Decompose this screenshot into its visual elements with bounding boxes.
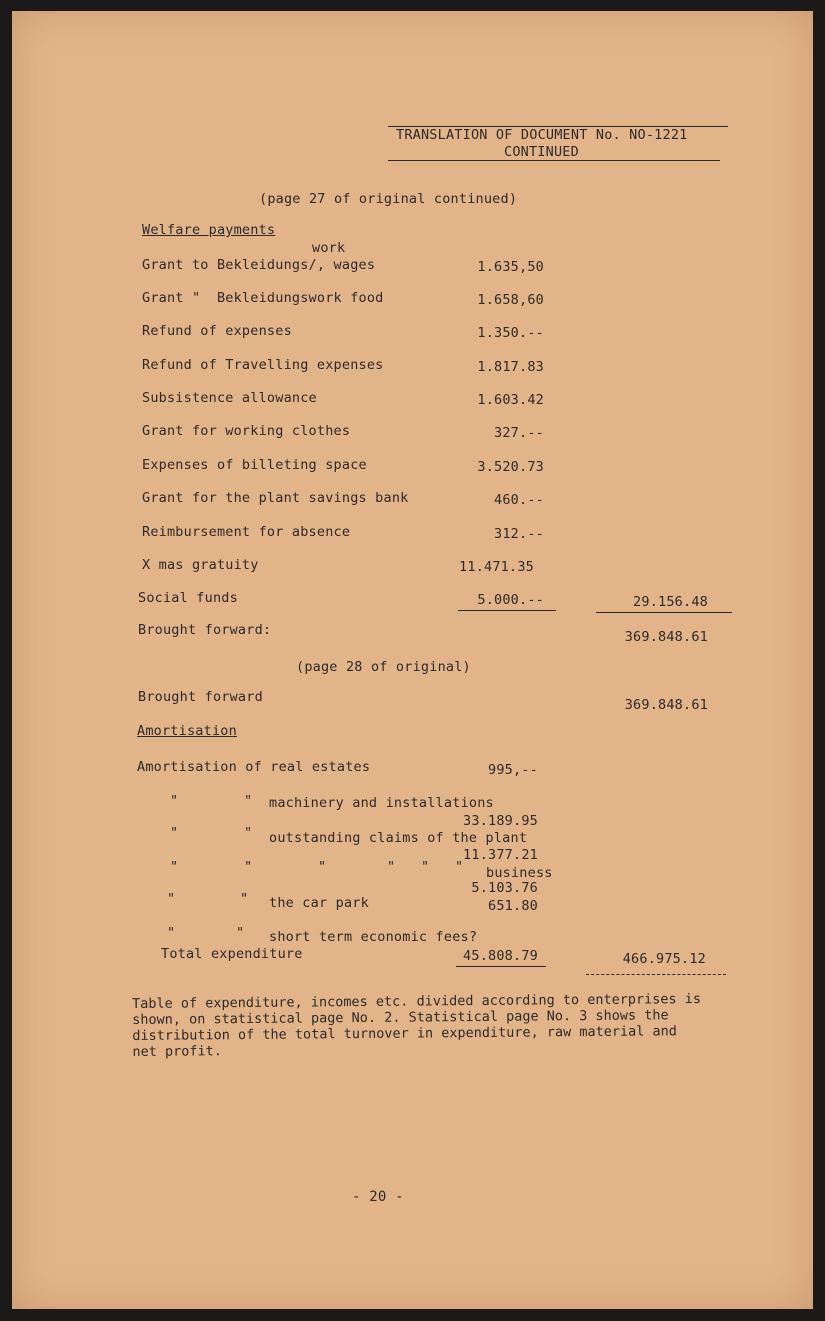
welfare-insert-note: work (312, 240, 346, 256)
ditto-mark: " (170, 825, 179, 841)
welfare-label-2: Refund of expenses (142, 323, 292, 339)
document-page (12, 11, 813, 1309)
ditto-mark: " (170, 793, 179, 809)
ditto-mark: " (236, 925, 245, 941)
amortisation-total-rule (456, 966, 546, 967)
amort-car-park-label: the car park (269, 895, 369, 911)
amort-claims-plant-label: outstanding claims of the plant (269, 830, 528, 846)
welfare-amount-8: 312.-- (494, 526, 544, 542)
welfare-label-9: X mas gratuity (142, 557, 259, 573)
ditto-mark: " (244, 825, 253, 841)
amort-claims-plant-amount: 11.377.21 (463, 847, 538, 863)
welfare-subtotal: 29.156.48 (633, 594, 708, 610)
ditto-mark: " (244, 793, 253, 809)
welfare-label-1: Grant " Bekleidungswork food (142, 290, 384, 306)
ditto-mark: " (244, 859, 253, 875)
brought-forward-2-label: Brought forward (138, 689, 263, 705)
header-title: TRANSLATION OF DOCUMENT No. NO-1221 (396, 127, 688, 143)
welfare-label-4: Subsistence allowance (142, 390, 317, 406)
page27-note: (page 27 of original continued) (259, 191, 518, 207)
social-funds-label: Social funds (138, 590, 238, 606)
grand-total-dashed-rule (586, 974, 726, 975)
welfare-label-6: Expenses of billeting space (142, 457, 367, 473)
amortisation-heading: Amortisation (137, 723, 237, 739)
social-funds-amount: 5.000.-- (477, 592, 544, 608)
welfare-amount-7: 460.-- (494, 492, 544, 508)
ditto-mark: " (455, 859, 464, 875)
welfare-amount-3: 1.817.83 (477, 359, 544, 375)
amort-business-label: business (486, 865, 553, 881)
social-funds-rule (458, 610, 556, 611)
brought-forward-1-label: Brought forward: (138, 622, 272, 638)
amort-short-term-label: short term economic fees? (269, 929, 478, 945)
ditto-mark: " (167, 925, 176, 941)
footnote-paragraph: Table of expenditure, incomes etc. divided according to enterprises is shown, on statistical page No. 2. Statistical page No. 3 shows the distribution of the total turnover in expenditure, raw material and net profit. (132, 991, 702, 1060)
welfare-amount-9: 11.471.35 (459, 559, 534, 575)
page28-note: (page 28 of original) (296, 659, 471, 675)
header-subtitle: CONTINUED (504, 144, 579, 160)
welfare-amount-0: 1.635,50 (477, 259, 544, 275)
welfare-label-5: Grant for working clothes (142, 423, 351, 439)
amort-machinery-amount: 33.189.95 (463, 813, 538, 829)
welfare-heading: Welfare payments (142, 222, 276, 238)
page-number: - 20 - (352, 1189, 404, 1205)
ditto-mark: " (167, 891, 176, 907)
ditto-mark: " (387, 859, 396, 875)
amort-car-park-amount: 651.80 (488, 898, 538, 914)
welfare-amount-6: 3.520.73 (477, 459, 544, 475)
total-expenditure-label: Total expenditure (161, 946, 303, 962)
welfare-label-8: Reimbursement for absence (142, 524, 351, 540)
amort-business-amount: 5.103.76 (471, 880, 538, 896)
amortisation-total: 45.808.79 (463, 948, 538, 964)
header-rule-bottom (388, 160, 720, 161)
welfare-label-3: Refund of Travelling expenses (142, 357, 384, 373)
welfare-label-7: Grant for the plant savings bank (142, 490, 409, 506)
grand-total: 466.975.12 (622, 951, 706, 967)
ditto-mark: " (240, 891, 249, 907)
welfare-amount-4: 1.603.42 (477, 392, 544, 408)
brought-forward-2-amount: 369.848.61 (624, 697, 708, 713)
ditto-mark: " (421, 859, 430, 875)
ditto-mark: " (318, 859, 327, 875)
brought-forward-1-amount: 369.848.61 (624, 629, 708, 645)
welfare-amount-1: 1.658,60 (477, 292, 544, 308)
amort-real-estates-amount: 995,-- (488, 762, 538, 778)
welfare-amount-5: 327.-- (494, 425, 544, 441)
amort-real-estates-label: Amortisation of real estates (137, 759, 371, 775)
welfare-label-0: Grant to Bekleidungs/, wages (142, 257, 376, 273)
welfare-amount-2: 1.350.-- (477, 325, 544, 341)
welfare-subtotal-rule (596, 612, 732, 613)
ditto-mark: " (170, 859, 179, 875)
amort-machinery-label: machinery and installations (269, 795, 494, 811)
